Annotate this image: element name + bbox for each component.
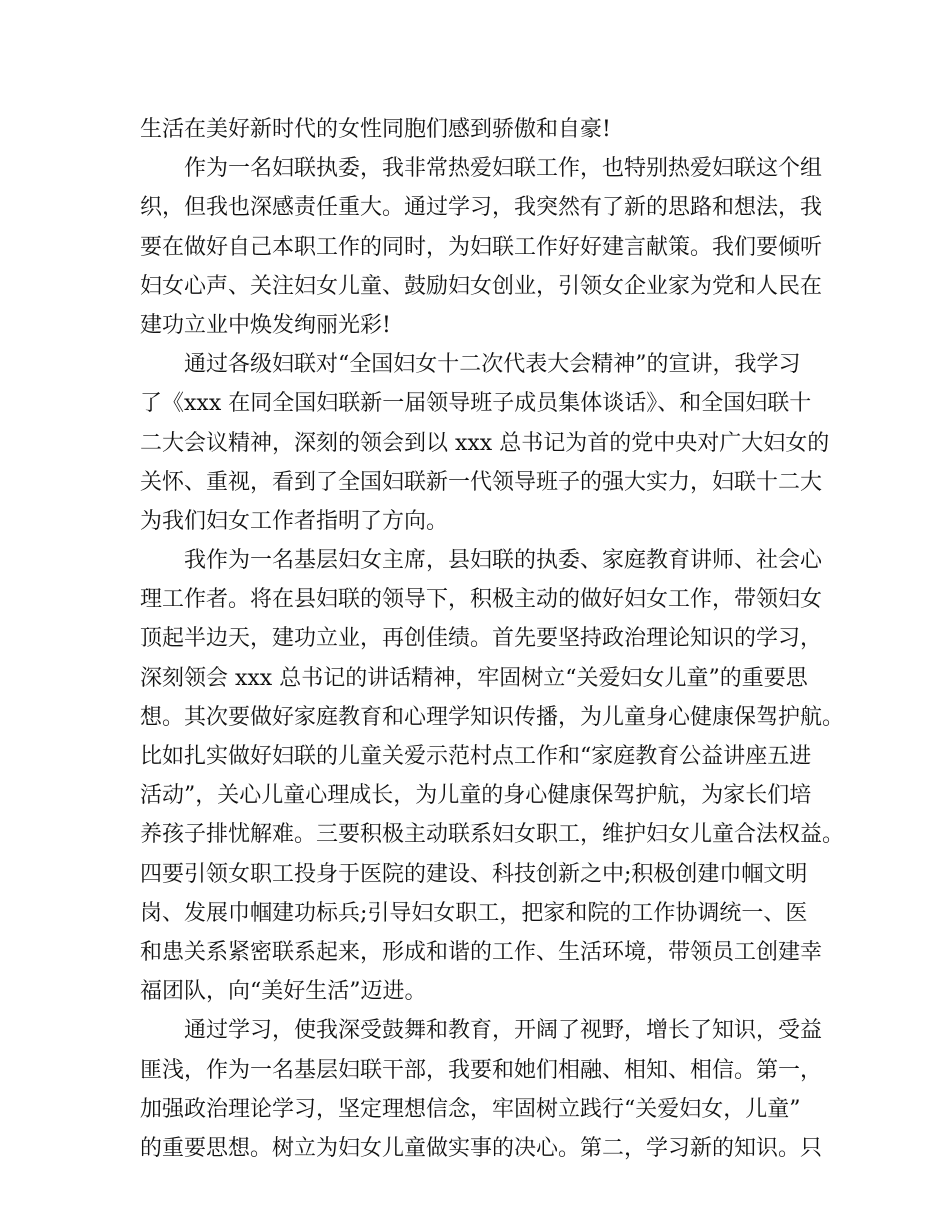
text-line: 的重要思想。树立为妇女儿童做实事的决心。第二，学习新的知识。只 [140, 1135, 823, 1161]
text-line: 和患关系紧密联系起来，形成和谐的工作、生活环境，带领员工创建幸 [140, 939, 823, 965]
text-line: 活动”，关心儿童心理成长，为儿童的身心健康保驾护航，为家长们培 [140, 783, 812, 809]
text-line: 为我们妇女工作者指明了方向。 [140, 508, 449, 534]
text-line: 生活在美好新时代的女性同胞们感到骄傲和自豪! [140, 117, 611, 142]
text-line: 深刻领会 xxx 总书记的讲话精神，牢固树立“关爱妇女儿童”的重要思 [140, 665, 808, 691]
text-line: 作为一名妇联执委，我非常热爱妇联工作，也特别热爱妇联这个组 [140, 156, 823, 182]
text-line: 岗、发展巾帼建功标兵;引导妇女职工，把家和院的工作协调统一、医 [140, 900, 808, 926]
text-line: 想。其次要做好家庭教育和心理学知识传播，为儿童身心健康保驾护航。 [140, 704, 845, 730]
text-line: 通过学习，使我深受鼓舞和教育，开阔了视野，增长了知识，受益 [140, 1018, 823, 1044]
text-line: 妇女心声、关注妇女儿童、鼓励妇女创业，引领女企业家为党和人民在 [140, 273, 823, 299]
text-line: 要在做好自己本职工作的同时，为妇联工作好好建言献策。我们要倾听 [140, 234, 823, 260]
text-line: 二大会议精神，深刻的领会到以 xxx 总书记为首的党中央对广大妇女的 [140, 430, 830, 456]
text-line: 福团队，向“美好生活”迈进。 [140, 979, 427, 1005]
text-line: 了《xxx 在同全国妇联新一届领导班子成员集体谈话》、和全国妇联十 [140, 391, 812, 417]
text-line: 通过各级妇联对“全国妇女十二次代表大会精神”的宣讲，我学习 [140, 352, 801, 378]
text-line: 织，但我也深感责任重大。通过学习，我突然有了新的思路和想法，我 [140, 195, 823, 221]
text-line: 四要引领女职工投身于医院的建设、科技创新之中;积极创建巾帼文明 [140, 861, 808, 887]
text-line: 养孩子排忧解难。三要积极主动联系妇女职工，维护妇女儿童合法权益。 [140, 822, 845, 848]
text-line: 匪浅，作为一名基层妇联干部，我要和她们相融、相知、相信。第一， [140, 1057, 823, 1083]
text-line: 比如扎实做好妇联的儿童关爱示范村点工作和“家庭教育公益讲座五进 [140, 744, 812, 769]
text-line: 加强政治理论学习，坚定理想信念，牢固树立践行“关爱妇女，儿童” [140, 1096, 801, 1122]
document-body [140, 110, 845, 1168]
text-line: 关怀、重视，看到了全国妇联新一代领导班子的强大实力，妇联十二大 [140, 469, 823, 495]
text-line: 理工作者。将在县妇联的领导下，积极主动的做好妇女工作，带领妇女 [140, 587, 823, 613]
text-line: 我作为一名基层妇女主席，县妇联的执委、家庭教育讲师、社会心 [140, 548, 823, 574]
text-line: 顶起半边天，建功立业，再创佳绩。首先要坚持政治理论知识的学习， [140, 626, 823, 652]
text-line: 建功立业中焕发绚丽光彩! [140, 312, 391, 338]
